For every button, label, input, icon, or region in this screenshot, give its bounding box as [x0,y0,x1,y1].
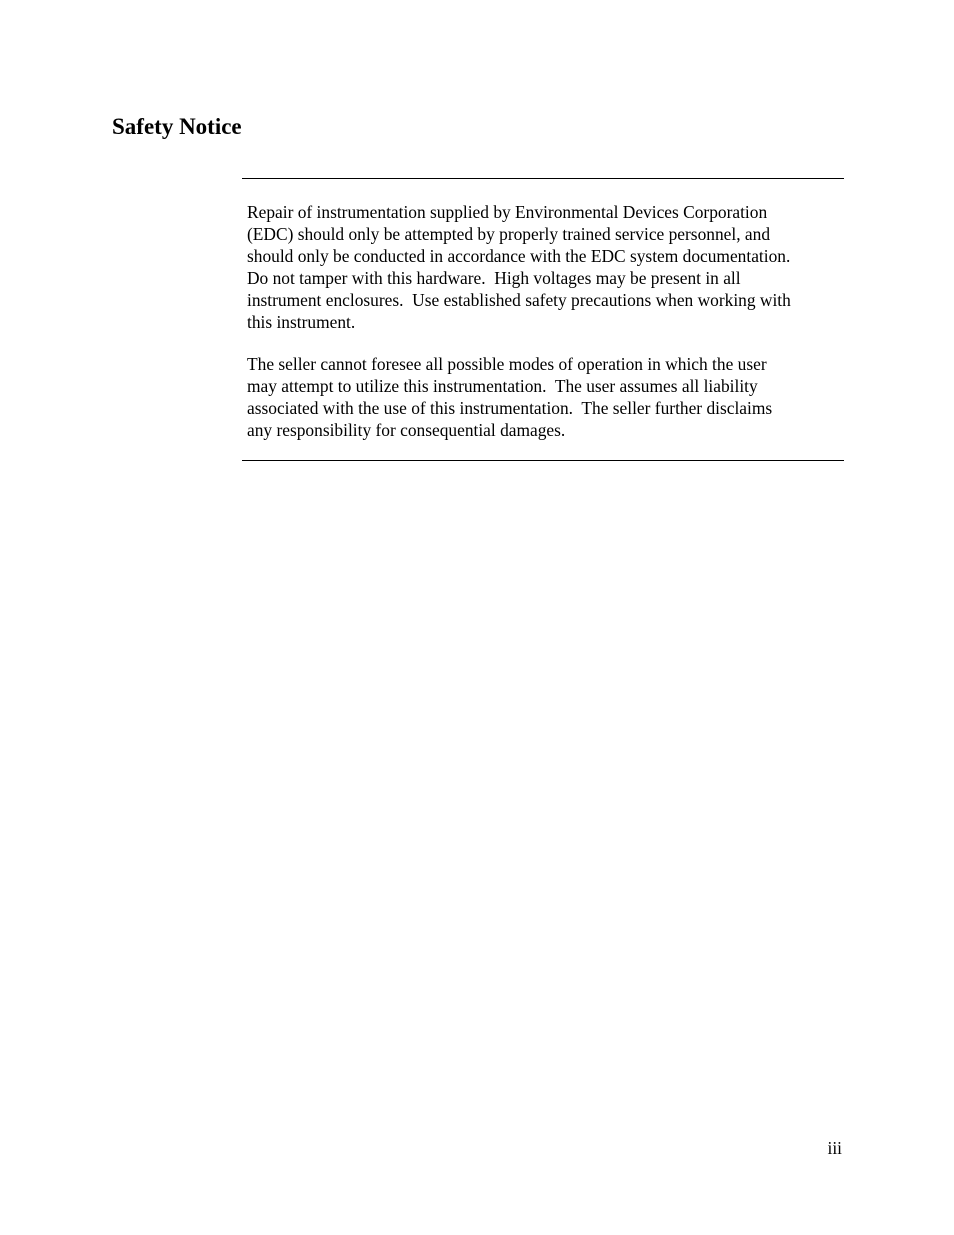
bottom-divider [242,460,844,461]
notice-paragraph-repair: Repair of instrumentation supplied by Environmental Devices Corporation (EDC) should only be attempted by properly trained service personnel, and should only be conducted in accordance with the EDC system documentation. Do not tamper with this hardware. High voltages may be present in all instrument enclosures. Use established safety precautions when working with this instrument. [247,202,791,332]
page-number: iii [827,1138,842,1158]
notice-paragraph-liability: The seller cannot foresee all possible modes of operation in which the user may attempt to utilize this instrumentation. The user assumes all liability associated with the use of this instrumentation. The seller further disclaims any responsibility for consequential damages. [247,353,773,440]
top-divider [242,178,844,179]
safety-notice-body [247,202,839,442]
page-title: Safety Notice [112,114,242,139]
